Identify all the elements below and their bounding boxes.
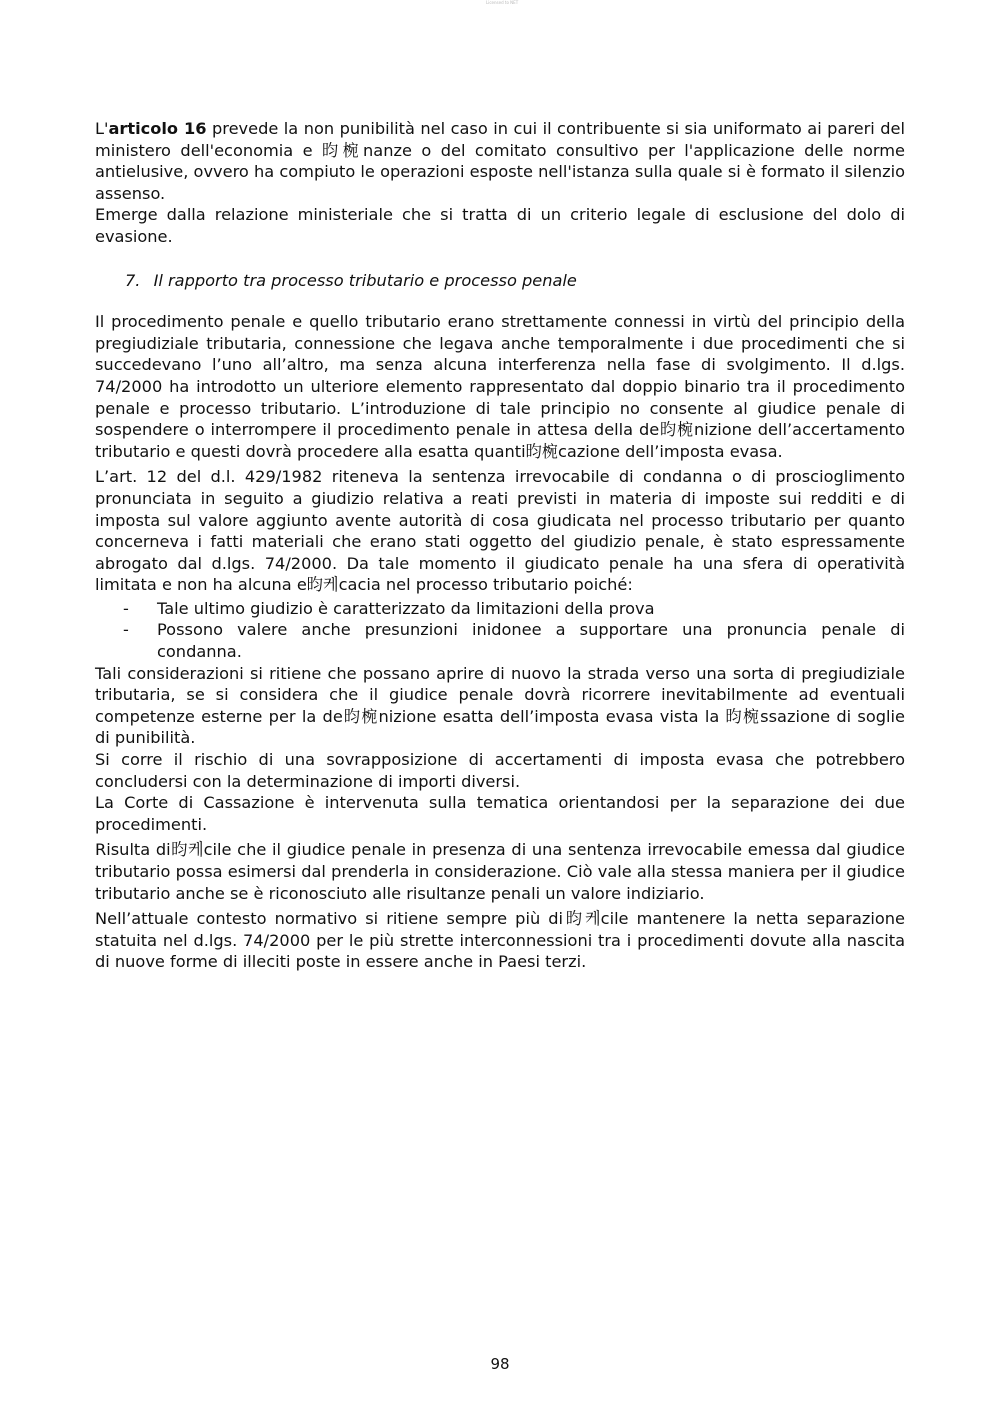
paragraph-cassazione: La Corte di Cassazione è intervenuta sulla tematica orientandosi per la separazione dei due procedimenti.: [95, 793, 905, 834]
header-mark: Licensed to NET: [486, 0, 519, 5]
paragraph-considerazioni: Tali considerazioni si ritiene che possano aprire di nuovo la strada verso una sorta di pregiudiziale tributaria, se si considera che il giudice penale dovrà ricorrere inevitabilmente ad eventuali competenze esterne per la de昀椀nizione esatta dell’imposta evasa vista la 昀椀ssazione di soglie di punibilità.: [95, 663, 905, 748]
bullet-list: [95, 598, 905, 663]
list-item-text: Tale ultimo giudizio è caratterizzato da limitazioni della prova: [157, 598, 655, 618]
paragraph-text: prevede la non punibilità nel caso in cui il contribuente si sia uniformato ai pareri del ministero dell'economia e 昀椀nanze o del comitato consultivo per l'applicazione delle norme antielusive, ovvero ha compiuto le operazioni esposte nell'istanza sulla quale si è formato il silenzio assenso.: [95, 119, 905, 203]
paragraph-lead: L': [95, 119, 109, 138]
list-item: [95, 619, 905, 662]
bullet-dash: -: [123, 598, 129, 618]
paragraph-rischio: Si corre il rischio di una sovrapposizione di accertamenti di imposta evasa che potrebbero concludersi con la determinazione di importi diversi.: [95, 750, 905, 791]
section-heading: [125, 270, 905, 292]
paragraph-procedimento: Il procedimento penale e quello tributario erano strettamente connessi in virtù del principio della pregiudiziale tributaria, connessione che legava anche temporalmente i due procedimenti che si succedevano l’uno all’altro, ma senza alcuna interferenza nella fase di svolgimento. Il d.lgs. 74/2000 ha introdotto un ulteriore elemento rappresentato dal doppio binario tra il procedimento penale e processo tributario. L’introduzione di tale principio no consente al giudice penale di sospendere o interrompere il procedimento penale in attesa della de昀椀nizione dell’accertamento tributario e questi dovrà procedere alla esatta quanti昀椀cazione dell’imposta evasa.: [95, 312, 905, 461]
section-title: Il rapporto tra processo tributario e processo penale: [153, 270, 577, 290]
list-item-text: Possono valere anche presunzioni inidonee a supportare una pronuncia penale di condanna.: [157, 620, 905, 662]
paragraph-dolo: Emerge dalla relazione ministeriale che si tratta di un criterio legale di esclusione del dolo di evasione.: [95, 205, 905, 246]
list-item: [95, 598, 905, 620]
paragraph-contesto: Nell’attuale contesto normativo si ritiene sempre più di昀케cile mantenere la netta separazione statuita nel d.lgs. 74/2000 per le più strette interconnessioni tra i procedimenti dovute alla nascita di nuove forme di illeciti poste in essere anche in Paesi terzi.: [95, 909, 905, 972]
paragraph-art-12: L’art. 12 del d.l. 429/1982 riteneva la sentenza irrevocabile di condanna o di proscioglimento pronunciata in seguito a giudizio relativa a reati previsti in materia di imposte sui redditi e di imposta sul valore aggiunto avente autorità di cosa giudicata nel processo tributario per quanto concerneva i fatti materiali che erano stati oggetto del giudizio penale, è stato espressamente abrogato dal d.lgs. 74/2000. Da tale momento il giudicato penale ha una sfera di operatività limitata e non ha alcuna e昀케cacia nel processo tributario poiché:: [95, 467, 905, 595]
paragraph-risulta: Risulta di昀케cile che il giudice penale in presenza di una sentenza irrevocabile emessa dal giudice tributario possa esimersi dal prenderla in considerazione. Ciò vale alla stessa maniera per il giudice tributario anche se è riconosciuto alle risultanze penali un valore indiziario.: [95, 840, 905, 903]
page-body: [95, 118, 905, 973]
paragraph-articolo-16: [95, 118, 905, 204]
section-number: 7.: [125, 270, 141, 290]
bold-reference: articolo 16: [108, 119, 207, 138]
page-number: 98: [490, 1355, 510, 1373]
bullet-dash: -: [123, 620, 129, 640]
